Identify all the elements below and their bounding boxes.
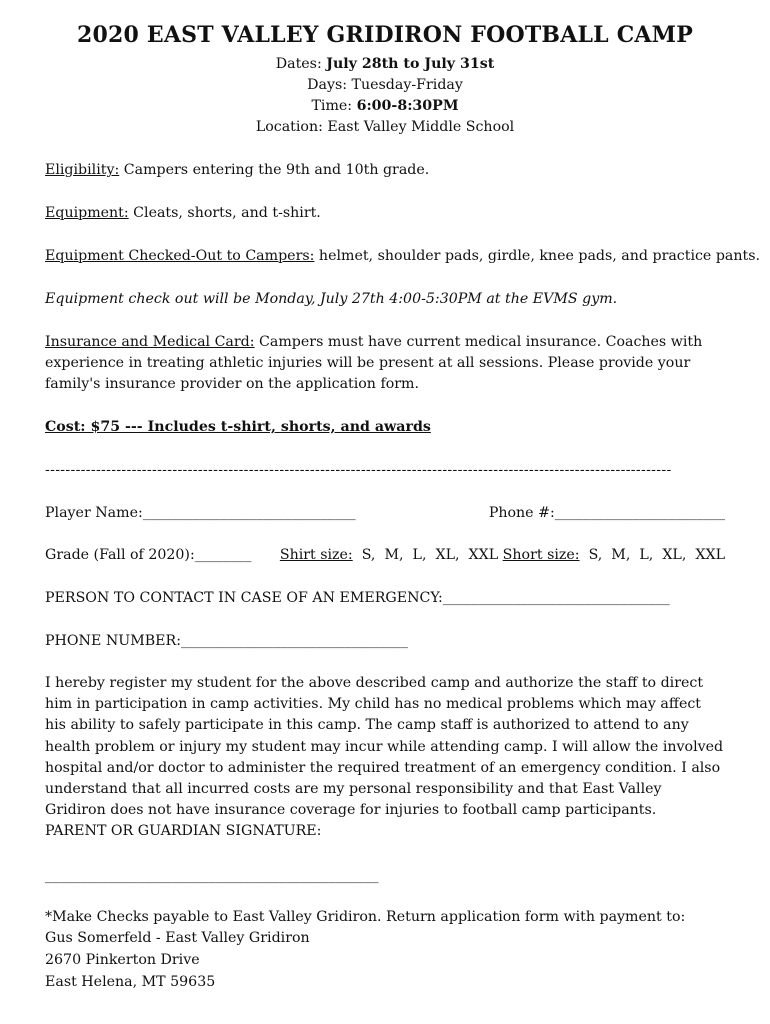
eligibility-line [45,160,429,181]
payment-note: *Make Checks payable to East Valley Gridiron. Return application form with payment to: [45,909,686,925]
dates-line [0,54,770,75]
phone-number-field[interactable]: PHONE NUMBER:________________________________ [45,633,408,649]
location-line: Location: East Valley Middle School [255,119,515,135]
insurance-paragraph [45,332,725,396]
equipment-line [45,203,321,224]
address-line-3: East Helena, MT 59635 [45,974,216,990]
eligibility-text: Campers entering the 9th and 10th grade. [119,162,430,178]
grade-row [45,545,725,566]
separator: --------------------------------------------------------------------------------------------------------------------------- [45,462,672,478]
phone-field[interactable]: Phone #:________________________ [488,505,725,521]
page-title: 2020 EAST VALLEY GRIDIRON FOOTBALL CAMP [77,22,693,48]
days-line: Days: Tuesday-Friday [307,77,463,93]
signature-line[interactable]: _______________________________________________ [45,868,379,884]
cost-line: Cost: $75 --- Includes t-shirt, shorts, and awards [45,419,431,435]
checked-out-line [45,246,760,267]
insurance-text: Campers must have current medical insurance. Coaches with experience in treating athletic injuries will be present at all sessions. Please provide your family's insurance provider on the application form. [45,334,703,393]
short-size-options[interactable]: S, M, L, XL, XXL [579,547,725,563]
dates-value: July 28th to July 31st [326,56,495,72]
address-line-2: 2670 Pinkerton Drive [45,952,200,968]
emergency-contact-field[interactable]: PERSON TO CONTACT IN CASE OF AN EMERGENCY:________________________________ [45,590,670,606]
checked-out-label: Equipment Checked-Out to Campers: [45,248,315,264]
insurance-label: Insurance and Medical Card: [45,334,255,350]
dates-label: Dates: [275,56,327,72]
shirt-size-options[interactable]: S, M, L, XL, XXL [352,547,499,563]
player-name-field[interactable]: Player Name:______________________________ [45,505,356,521]
short-size-label: Short size: [502,547,580,563]
checkout-note: Equipment check out will be Monday, July 27th 4:00-5:30PM at the EVMS gym. [45,291,618,307]
eligibility-label: Eligibility: [45,162,120,178]
time-value: 6:00-8:30PM [356,98,459,114]
equipment-label: Equipment: [45,205,129,221]
address-line-1: Gus Somerfeld - East Valley Gridiron [45,930,310,946]
consent-paragraph: I hereby register my student for the above described camp and authorize the staff to direct him in participation in camp activities. My child has no medical problems which may affect his ability to safely participate in this camp. The camp staff is authorized to attend to any health problem or injury my student may incur while attending camp. I will allow the involved hospital and/or doctor to administer the required treatment of an emergency condition. I also understand that all incurred costs are my personal responsibility and that East Valley Gridiron does not have insurance coverage for injuries to football camp participants. [45,675,724,819]
equipment-text: Cleats, shorts, and t-shirt. [128,205,321,221]
time-label: Time: [311,98,357,114]
checked-out-text: helmet, shoulder pads, girdle, knee pads, and practice pants. [314,248,761,264]
player-row [45,503,725,524]
shirt-size-label: Shirt size: [279,547,353,563]
signature-label: PARENT OR GUARDIAN SIGNATURE: [45,823,322,839]
size-group [280,545,725,566]
grade-field[interactable]: Grade (Fall of 2020):________ [45,547,252,563]
time-line [0,96,770,117]
